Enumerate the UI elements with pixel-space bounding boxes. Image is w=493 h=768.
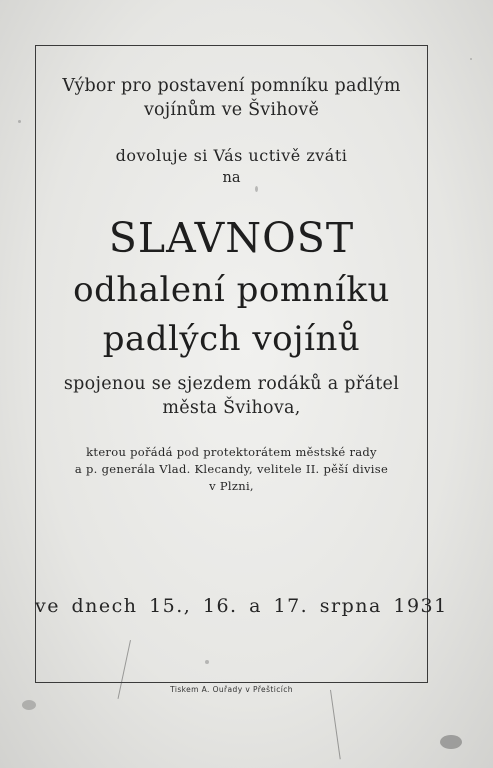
ink-speck	[18, 120, 21, 123]
invitation-line-2: na	[222, 170, 241, 186]
pencil-scratch	[330, 690, 341, 759]
ink-speck	[470, 58, 472, 60]
organizer-line-1: kterou pořádá pod protektorátem městské rady	[86, 445, 377, 459]
joined-line-2: města Švihova,	[162, 398, 301, 418]
committee-line-2: vojínům ve Švihově	[143, 100, 320, 120]
ink-speck	[440, 735, 462, 749]
printer-imprint: Tiskem A. Ouřady v Přešticích	[170, 685, 293, 694]
page-border	[35, 45, 448, 683]
joined-line-1: spojenou se sjezdem rodáků a přátel	[63, 374, 400, 394]
invitation-line-1: dovoluje si Vás uctivě zváti	[115, 146, 348, 165]
committee-line-1: Výbor pro postavení pomníku padlým	[62, 76, 401, 96]
event-subtitle-line-1: odhalení pomníku	[73, 270, 390, 310]
organizer-line-2: a p. generála Vlad. Klecandy, velitele II. pěší divise	[74, 462, 389, 476]
event-dates: ve dnech 15., 16. a 17. srpna 1931	[35, 595, 448, 617]
event-subtitle-line-2: padlých vojínů	[102, 319, 361, 359]
ink-speck	[22, 700, 36, 710]
organizer-line-3: v Plzni,	[209, 479, 254, 493]
event-title: SLAVNOST	[108, 214, 355, 262]
